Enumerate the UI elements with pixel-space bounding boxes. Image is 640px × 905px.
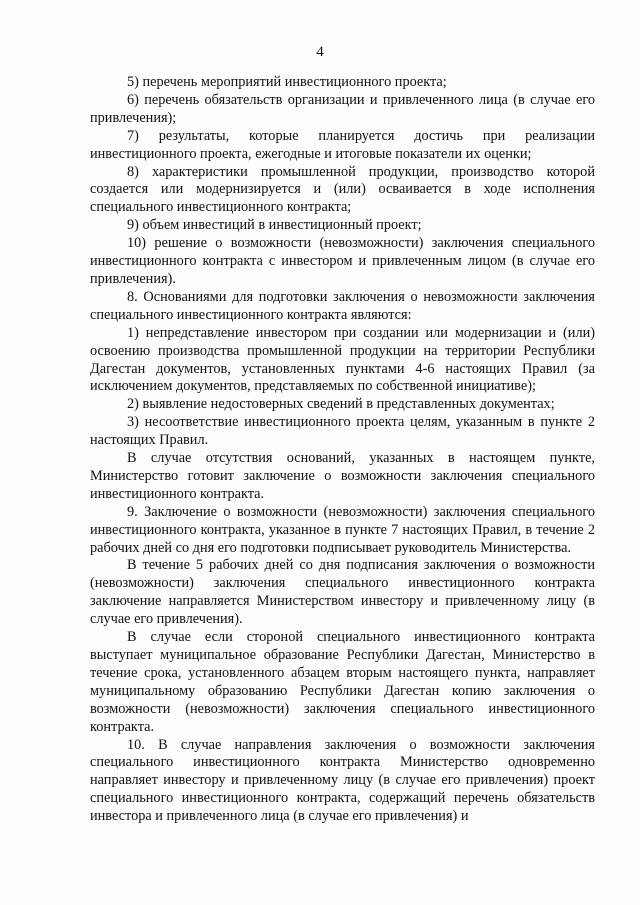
- section-9-paragraph-3: В случае если стороной специального инвестиционного контракта выступает муниципальное образование Республики Дагестан, Министерство в течение срока, установленного абзацем вторым настоящего пункта, направляет муниципальному образованию Республики Дагестан копию заключения о возможности (невозможности) заключения специального инвестиционного контракта.: [90, 629, 595, 735]
- list-item-9: 9) объем инвестиций в инвестиционный проект;: [127, 217, 422, 234]
- list-item-7: 7) результаты, которые планируется достичь при реализации инвестиционного проекта, ежегодные и итоговые показатели их оценки;: [90, 127, 595, 162]
- section-8-item-1: 1) непредставление инвестором при создании или модернизации и (или) освоению производства промышленной продукции на территории Республики Дагестан документов, установленных пунктами 4-6 настоящих Правил (за исключением документов, представляемых по собственной инициативе);: [90, 324, 595, 395]
- section-9-paragraph-2: В течение 5 рабочих дней со дня подписания заключения о возможности (невозможности) заключения специального инвестиционного контракта заключение направляется Министерством инвестору и привлеченному лицу (в случае его привлечения).: [90, 557, 595, 628]
- section-10-paragraph: 10. В случае направления заключения о возможности заключения специального инвестиционного контракта Министерство одновременно направляет инвестору и привлеченному лицу (в случае его привлечения) проект специального инвестиционного контракта, содержащий перечень обязательств инвестора и привлеченного лица (в случае его привлечения) и: [90, 736, 595, 825]
- section-8-heading: 8. Основаниями для подготовки заключения о невозможности заключения специального инвестиционного контракта являются:: [90, 288, 595, 323]
- section-8-item-3: 3) несоответствие инвестиционного проекта целям, указанным в пункте 2 настоящих Правил.: [90, 414, 595, 449]
- list-item-5: 5) перечень мероприятий инвестиционного проекта;: [127, 74, 447, 90]
- list-item-10: 10) решение о возможности (невозможности) заключения специального инвестиционного контракта с инвестором и привлеченным лицом (в случае его привлечения).: [90, 235, 595, 287]
- section-8-closing-paragraph: В случае отсутствия оснований, указанных в настоящем пункте, Министерство готовит заключение о возможности заключения специального инвестиционного контракта.: [90, 450, 595, 502]
- list-item-6: 6) перечень обязательств организации и привлеченного лица (в случае его привлечения);: [90, 91, 595, 126]
- section-8-item-2: 2) выявление недостоверных сведений в представленных документах;: [127, 396, 555, 413]
- document-body: [90, 74, 595, 826]
- section-9-paragraph: 9. Заключение о возможности (невозможности) заключения специального инвестиционного контракта, указанное в пункте 7 настоящих Правил, в течение 2 рабочих дней со дня его подготовки подписывает руководитель Министерства.: [90, 503, 595, 556]
- list-item-8: 8) характеристики промышленной продукции, производство которой создается или модернизируется и (или) осваивается в ходе исполнения специального инвестиционного контракта;: [90, 163, 595, 216]
- page-number: 4: [316, 44, 324, 60]
